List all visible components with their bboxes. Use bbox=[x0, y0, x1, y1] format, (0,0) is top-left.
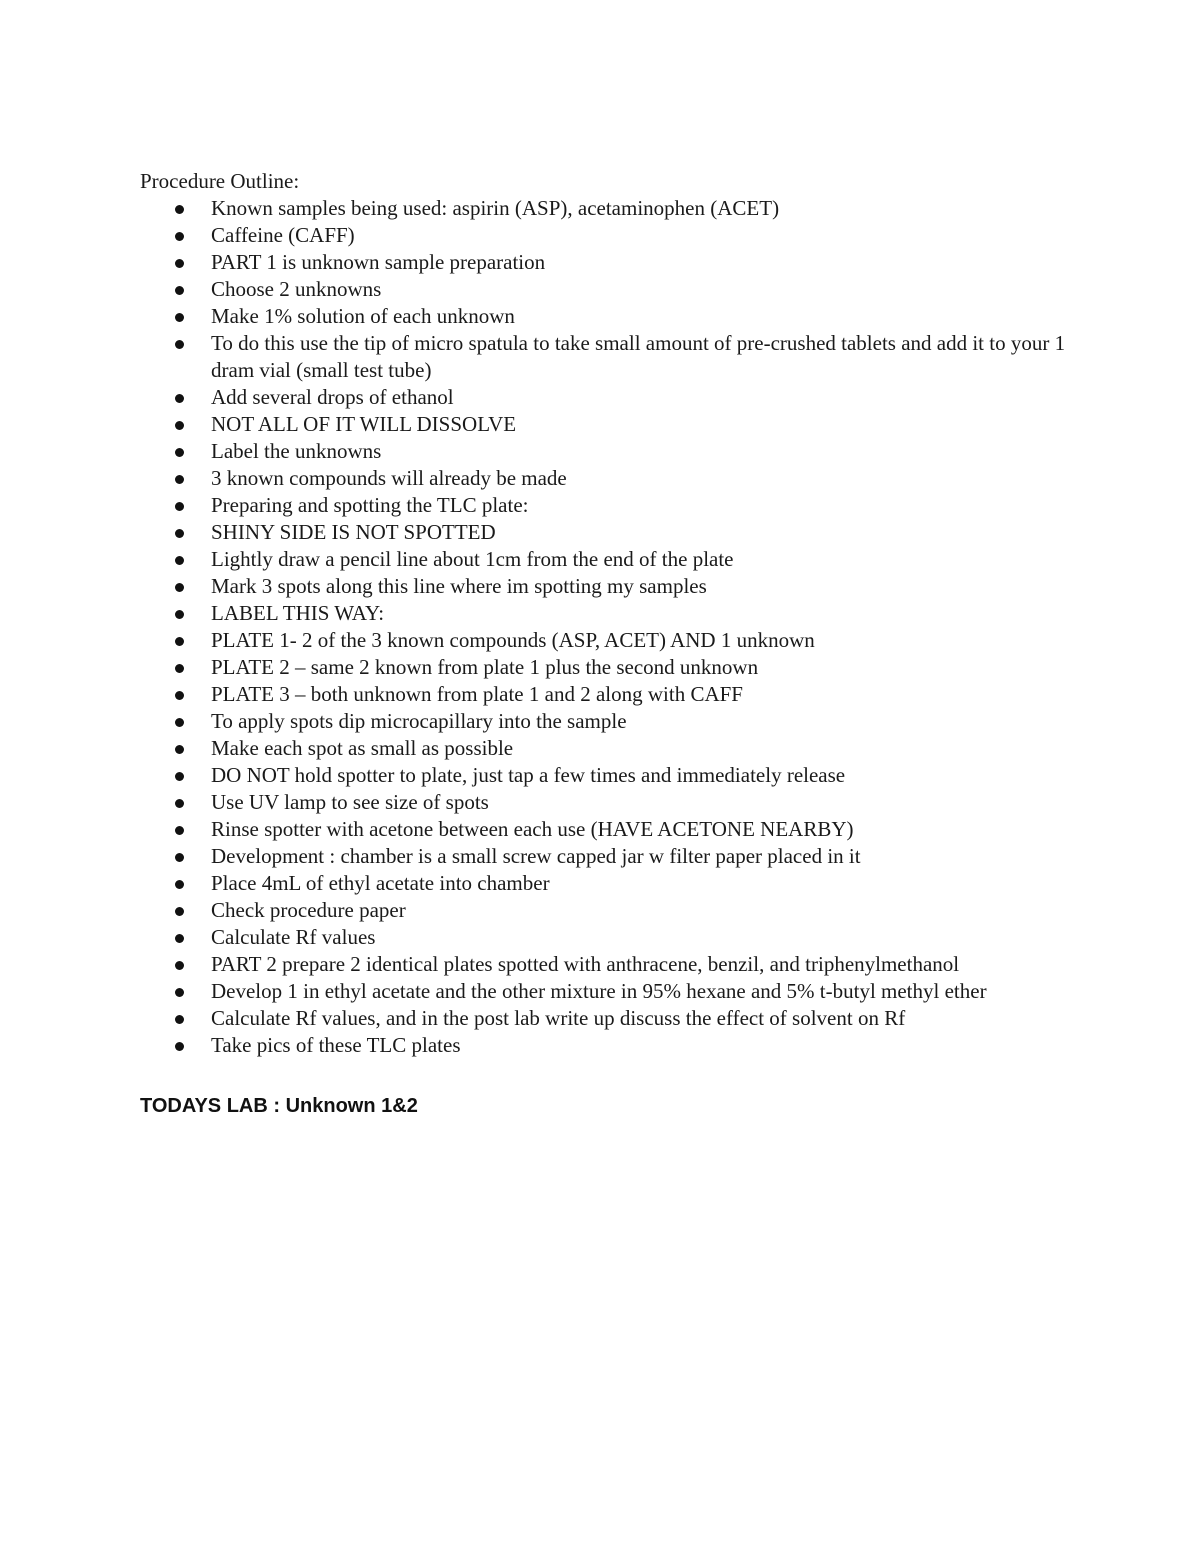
list-item bbox=[211, 465, 1080, 492]
list-item-text: PLATE 2 – same 2 known from plate 1 plus the second unknown bbox=[211, 655, 759, 679]
list-item bbox=[211, 735, 1080, 762]
list-item bbox=[211, 1032, 1080, 1059]
bullet-icon bbox=[175, 691, 184, 700]
bullet-icon bbox=[175, 907, 184, 916]
list-item-text: Development : chamber is a small screw capped jar w filter paper placed in it bbox=[211, 844, 861, 868]
bullet-icon bbox=[175, 340, 184, 349]
bullet-icon bbox=[175, 556, 184, 565]
bullet-icon bbox=[175, 664, 184, 673]
bullet-icon bbox=[175, 853, 184, 862]
list-item-text: Caffeine (CAFF) bbox=[211, 223, 355, 247]
list-item bbox=[211, 789, 1080, 816]
list-item-text: DO NOT hold spotter to plate, just tap a few times and immediately release bbox=[211, 763, 846, 787]
list-item bbox=[211, 195, 1080, 222]
bullet-icon bbox=[175, 529, 184, 538]
bullet-icon bbox=[175, 259, 184, 268]
list-item-text: Choose 2 unknowns bbox=[211, 277, 382, 301]
list-item-text: Make 1% solution of each unknown bbox=[211, 304, 515, 328]
todays-lab-line: TODAYS LAB : Unknown 1&2 bbox=[140, 1095, 418, 1117]
list-item-text: Add several drops of ethanol bbox=[211, 385, 454, 409]
list-item bbox=[211, 816, 1080, 843]
bullet-icon bbox=[175, 610, 184, 619]
list-item bbox=[211, 546, 1080, 573]
bullet-icon bbox=[175, 313, 184, 322]
bullet-icon bbox=[175, 718, 184, 727]
bullet-icon bbox=[175, 988, 184, 997]
bullet-icon bbox=[175, 934, 184, 943]
list-item bbox=[211, 222, 1080, 249]
bullet-icon bbox=[175, 205, 184, 214]
list-item bbox=[211, 276, 1080, 303]
bullet-icon bbox=[175, 448, 184, 457]
list-item-text: PLATE 1- 2 of the 3 known compounds (ASP, ACET) AND 1 unknown bbox=[211, 628, 815, 652]
bullet-icon bbox=[175, 637, 184, 646]
list-item-text: Place 4mL of ethyl acetate into chamber bbox=[211, 871, 550, 895]
list-item bbox=[211, 411, 1080, 438]
list-item bbox=[211, 654, 1080, 681]
bullet-icon bbox=[175, 826, 184, 835]
list-item bbox=[211, 843, 1080, 870]
list-item bbox=[211, 951, 1080, 978]
bullet-icon bbox=[175, 583, 184, 592]
list-item-text: Rinse spotter with acetone between each use (HAVE ACETONE NEARBY) bbox=[211, 817, 854, 841]
bullet-icon bbox=[175, 1015, 184, 1024]
list-item-text: To apply spots dip microcapillary into the sample bbox=[211, 709, 627, 733]
list-item bbox=[211, 600, 1080, 627]
list-item-text: Calculate Rf values bbox=[211, 925, 376, 949]
bullet-icon bbox=[175, 961, 184, 970]
bullet-icon bbox=[175, 502, 184, 511]
list-item-text: Label the unknowns bbox=[211, 439, 382, 463]
list-item bbox=[211, 978, 1080, 1005]
list-item-text: Preparing and spotting the TLC plate: bbox=[211, 493, 529, 517]
procedure-heading: Procedure Outline: bbox=[140, 169, 300, 193]
list-item-text: 3 known compounds will already be made bbox=[211, 466, 567, 490]
list-item-text: Develop 1 in ethyl acetate and the other mixture in 95% hexane and 5% t-butyl methyl ether bbox=[211, 979, 987, 1003]
list-item-text: Mark 3 spots along this line where im spotting my samples bbox=[211, 574, 707, 598]
bullet-icon bbox=[175, 745, 184, 754]
list-item bbox=[211, 762, 1080, 789]
list-item bbox=[211, 681, 1080, 708]
procedure-list bbox=[140, 195, 1080, 1059]
list-item bbox=[211, 627, 1080, 654]
document-body bbox=[140, 168, 1080, 1119]
list-item-text: Known samples being used: aspirin (ASP), acetaminophen (ACET) bbox=[211, 196, 780, 220]
list-item bbox=[211, 438, 1080, 465]
list-item bbox=[211, 249, 1080, 276]
bullet-icon bbox=[175, 772, 184, 781]
list-item-text: Calculate Rf values, and in the post lab write up discuss the effect of solvent on Rf bbox=[211, 1006, 906, 1030]
list-item-text: To do this use the tip of micro spatula to take small amount of pre-crushed tablets and add it to your 1 dram vial (small test tube) bbox=[211, 331, 1066, 382]
bullet-icon bbox=[175, 880, 184, 889]
list-item-text: Use UV lamp to see size of spots bbox=[211, 790, 489, 814]
bullet-icon bbox=[175, 799, 184, 808]
bullet-icon bbox=[175, 475, 184, 484]
list-item bbox=[211, 303, 1080, 330]
list-item-text: PART 1 is unknown sample preparation bbox=[211, 250, 546, 274]
bullet-icon bbox=[175, 232, 184, 241]
list-item-text: Make each spot as small as possible bbox=[211, 736, 514, 760]
bullet-icon bbox=[175, 421, 184, 430]
bullet-icon bbox=[175, 1042, 184, 1051]
list-item-text: PART 2 prepare 2 identical plates spotted with anthracene, benzil, and triphenylmethanol bbox=[211, 952, 960, 976]
list-item-text: LABEL THIS WAY: bbox=[211, 601, 385, 625]
bullet-icon bbox=[175, 286, 184, 295]
list-item bbox=[211, 1005, 1080, 1032]
list-item bbox=[211, 897, 1080, 924]
list-item-text: NOT ALL OF IT WILL DISSOLVE bbox=[211, 412, 517, 436]
list-item bbox=[211, 870, 1080, 897]
list-item bbox=[211, 573, 1080, 600]
list-item-text: PLATE 3 – both unknown from plate 1 and 2 along with CAFF bbox=[211, 682, 743, 706]
list-item bbox=[211, 519, 1080, 546]
list-item-text: SHINY SIDE IS NOT SPOTTED bbox=[211, 520, 496, 544]
list-item bbox=[211, 384, 1080, 411]
list-item bbox=[211, 492, 1080, 519]
list-item-text: Lightly draw a pencil line about 1cm from the end of the plate bbox=[211, 547, 734, 571]
list-item bbox=[211, 924, 1080, 951]
list-item-text: Take pics of these TLC plates bbox=[211, 1033, 461, 1057]
list-item-text: Check procedure paper bbox=[211, 898, 406, 922]
bullet-icon bbox=[175, 394, 184, 403]
list-item bbox=[211, 708, 1080, 735]
list-item bbox=[211, 330, 1080, 384]
